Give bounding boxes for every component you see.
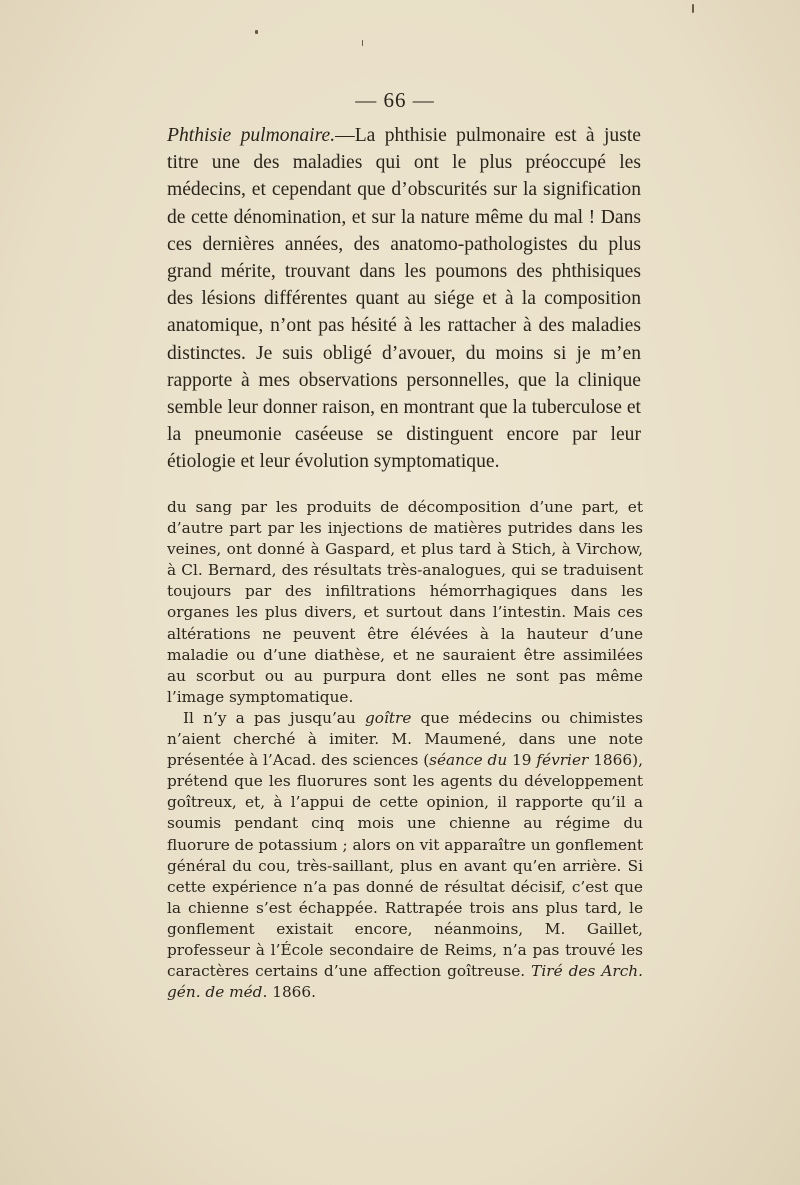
footnote-paragraph [167,708,643,1003]
main-paragraph [167,122,641,476]
section-title: Phthisie pulmonaire. [167,125,336,146]
footnote-paragraph: du sang par les produits de décomposition d’une part, et d’autre part par les injections de matières putrides dans les veines, ont donné à Gaspard, et plus tard à Stich, à Virchow, à Cl. Bernard, des résultats très-analogues, qui se traduisent toujours par des infiltrations hémorrhagiques dans les organes les plus divers, et surtout dans l’intestin. Mais ces altérations ne peuvent être élévées à la hauteur d’une maladie ou d’une diathèse, et ne sauraient être assimilées au scorbut ou au purpura dont elles ne sont pas même l’image symptomatique. [167,498,643,706]
italic-month: février [536,751,589,770]
text-run: 1866), prétend que les fluorures sont les agents du développement goîtreux, et, à l’appui de cette opinion, il rapporte qu’il a soumis pendant cinq mois une chienne au régime du fluorure de potassium ; alors on vit apparaître un gonflement général du cou, très-saillant, plus en avant qu’en arrière. Si cette expérience n’a pas donné de résultat décisif, c’est que la chienne s’est échappée. Rattrapée trois ans plus tard, le gonflement existait encore, néanmoins, M. Gaillet, professeur à l’École secondaire de Reims, n’a pas trouvé les caractères certains d’une affection goîtreuse. [167,751,643,981]
italic-date: séance du [429,751,508,770]
paper-speck [255,30,258,34]
text-run: que médecins ou chimistes n’aient cherché à imiter. M. Maumené, dans une note présentée à l’Acad. des sciences ( [167,708,643,770]
text-run: 19 [507,751,537,770]
footnote-block [167,497,643,1003]
paper-speck [362,40,363,46]
text-run: Il n’y a pas jusqu’au [183,708,365,727]
italic-term: goître [364,708,412,727]
paper-speck [692,4,694,13]
page-number: — 66 — [355,88,435,112]
source-citation: Tiré des Arch. gén. de méd. [167,962,643,1002]
main-text-body: —La phthisie pulmonaire est à juste titre une des maladies qui ont le plus préoccupé les médecins, et cependant que d’obscurités sur la signification de cette dénomination, et sur la nature même du mal ! Dans ces dernières années, des anatomo-pathologistes du plus grand mérite, trouvant dans les poumons des phthisiques des lésions différentes quant au siége et à la composition anatomique, n’ont pas hésité à les rattacher à des maladies distinctes. Je suis obligé d’avouer, du moins si je m’en rapporte à mes observations personnelles, que la clinique semble leur donner raison, en montrant que la tuberculose et la pneumonie caséeuse se distinguent encore par leur étiologie et leur évolution symptomatique. [167,125,641,473]
text-run: 1866. [267,983,316,1002]
